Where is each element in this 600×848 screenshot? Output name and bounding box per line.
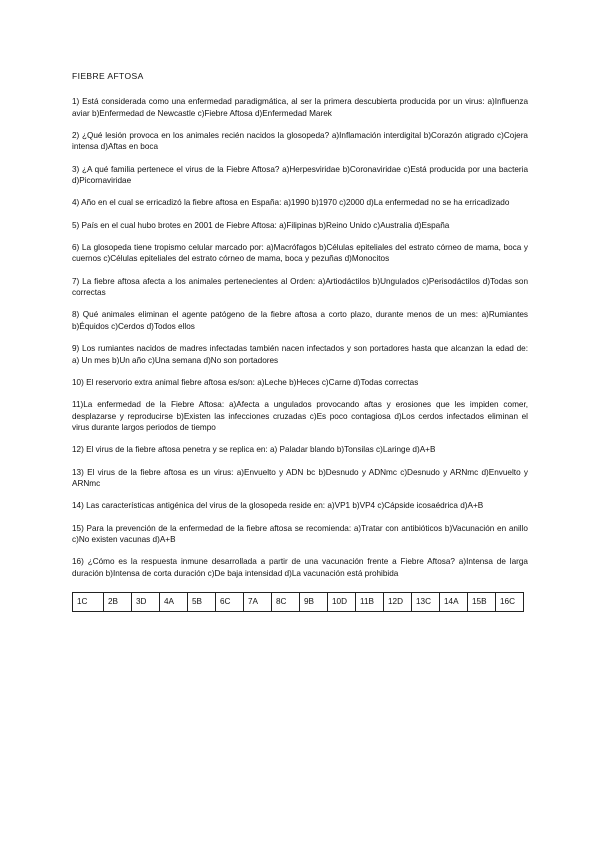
- question-5: 5) País en el cual hubo brotes en 2001 de Fiebre Aftosa: a)Filipinas b)Reino Unido c)Australia d)España: [72, 220, 450, 230]
- answer-cell: 7A: [244, 592, 272, 611]
- question-3: 3) ¿A qué familia pertenece el virus de la Fiebre Aftosa? a)Herpesviridae b)Coronaviridae c)Está producida por una bacteria d)Picornaviridae: [72, 164, 528, 186]
- question-8: 8) Qué animales eliminan el agente patógeno de la fiebre aftosa a corto plazo, durante menos de un mes: a)Rumiantes b)Équidos c)Cerdos d)Todos ellos: [72, 310, 528, 331]
- answer-cell: 14A: [440, 592, 468, 611]
- answer-cell: 11B: [356, 592, 384, 611]
- question-2: 2) ¿Qué lesión provoca en los animales recién nacidos la glosopeda? a)Inflamación interdigital b)Corazón atigrado c)Cojera intensa d)Aftas en boca: [72, 130, 528, 152]
- question-6: 6) La glosopeda tiene tropismo celular marcado por: a)Macrófagos b)Células epiteliales del estrato córneo de mama, boca y cuernos c)Células epiteliales del estrato córneo de mama, boca y pezuñas d)Monocitos: [72, 242, 528, 264]
- question-1: 1) Está considerada como una enfermedad paradigmática, al ser la primera descubierta producida por un virus: a)Influenza aviar b)Enfermedad de Newcastle c)Fiebre Aftosa d)Enfermedad Marek: [72, 97, 528, 118]
- question-4: 4) Año en el cual se erricadizó la fiebre aftosa en España: a)1990 b)1970 c)2000 d)La enfermedad no se ha erricadizado: [72, 198, 510, 208]
- document-title: FIEBRE AFTOSA: [72, 71, 144, 81]
- answer-cell: 9B: [300, 592, 328, 611]
- question-11: 11)La enfermedad de la Fiebre Aftosa: a)Afecta a ungulados provocando aftas y erosiones que les impiden comer, desplazarse y reproducirse b)Existen las infecciones cruzadas c)Es poco contagiosa d)Los cerdos infectados eliminan el virus durante largos periodos de tiempo: [72, 400, 528, 433]
- question-10: 10) El reservorio extra animal fiebre aftosa es/son: a)Leche b)Heces c)Carne d)Todas correctas: [72, 377, 419, 387]
- question-13: 13) El virus de la fiebre aftosa es un virus: a)Envuelto y ADN bc b)Desnudo y ADNmc c)Desnudo y ARNmc d)Envuelto y ARNmc: [72, 467, 528, 489]
- question-9: 9) Los rumiantes nacidos de madres infectadas también nacen infectados y son portadores hasta que alcanzan la edad de: a) Un mes b)Un año c)Una semana d)No son portadores: [72, 344, 528, 365]
- answer-cell: 13C: [412, 592, 440, 611]
- answer-cell: 3D: [132, 592, 160, 611]
- answer-cell: 2B: [104, 592, 132, 611]
- question-14: 14) Las características antigénica del virus de la glosopeda reside en: a)VP1 b)VP4 c)Cápside icosaédrica d)A+B: [72, 501, 484, 511]
- answer-key-row: [73, 592, 524, 611]
- answer-cell: 15B: [468, 592, 496, 611]
- question-15: 15) Para la prevención de la enfermedad de la fiebre aftosa se recomienda: a)Tratar con antibióticos b)Vacunación en anillo c)No existen vacunas d)A+B: [72, 523, 528, 545]
- document-page: [72, 71, 528, 612]
- question-16: 16) ¿Cómo es la respuesta inmune desarrollada a partir de una vacunación frente a Fiebre Aftosa? a)Intensa de larga duración b)Intensa de corta duración c)De baja intensidad d)La vacunación está prohibida: [72, 557, 528, 578]
- answer-cell: 6C: [216, 592, 244, 611]
- answer-cell: 16C: [496, 592, 524, 611]
- answer-key-table: [72, 592, 524, 612]
- answer-cell: 8C: [272, 592, 300, 611]
- answer-cell: 1C: [73, 592, 104, 611]
- answer-cell: 5B: [188, 592, 216, 611]
- question-7: 7) La fiebre aftosa afecta a los animales pertenecientes al Orden: a)Artiodáctilos b)Ungulados c)Perisodáctilos d)Todas son correctas: [72, 276, 528, 298]
- question-12: 12) El virus de la fiebre aftosa penetra y se replica en: a) Paladar blando b)Tonsilas c)Laringe d)A+B: [72, 445, 436, 455]
- answer-cell: 4A: [160, 592, 188, 611]
- answer-cell: 12D: [384, 592, 412, 611]
- answer-cell: 10D: [328, 592, 356, 611]
